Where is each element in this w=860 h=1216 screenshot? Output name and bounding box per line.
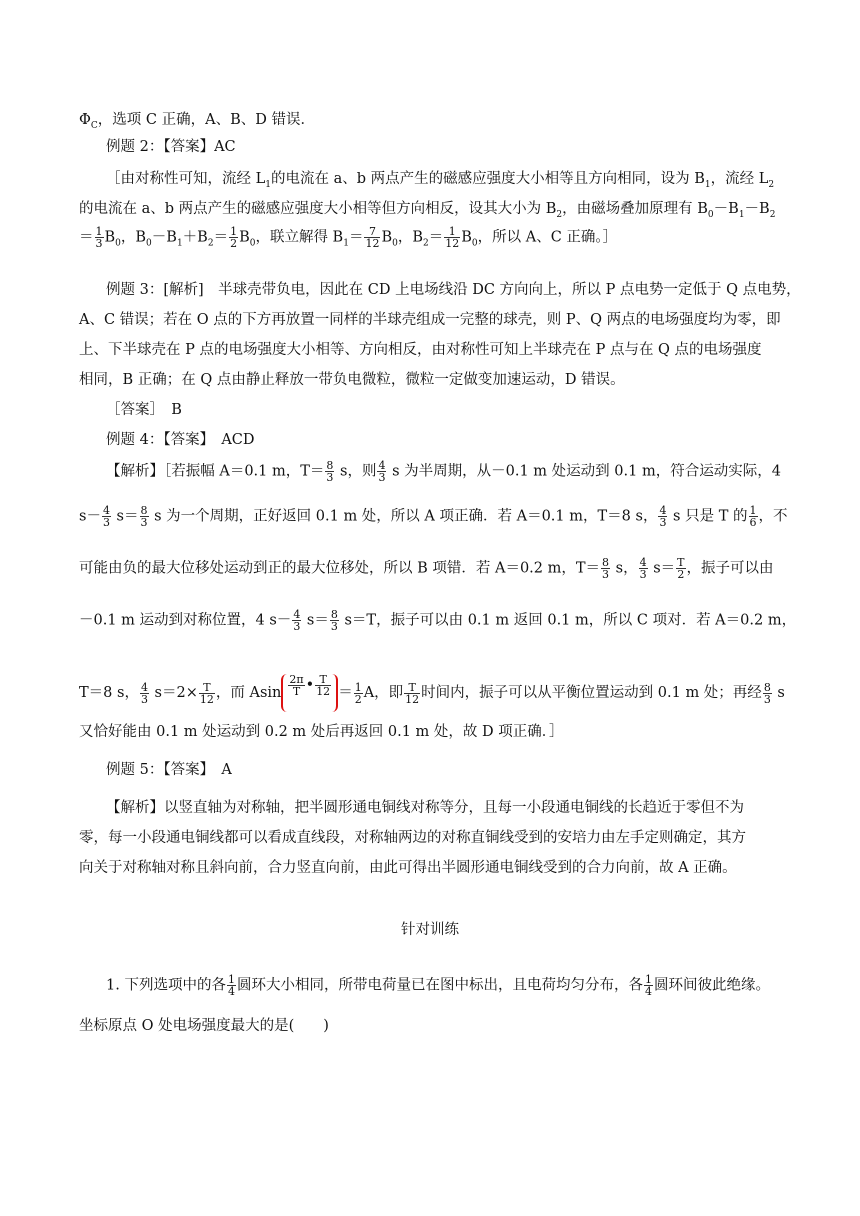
text-line: 上、下半球壳在 P 点的电场强度大小相等、方向相反，由对称性可知上半球壳在 P 点与在 Q 点的电场强度 (79, 342, 762, 358)
text-line: ＝ $\frac{1}{3}$ $B_0$，$B_0-B_1+B_2=$ $\frac{1}{2}$ $B_0$，联立解得 $B_1=$ $\frac{7}{12}$ $B_0$，$B_2=$ $\frac{1}{12}$ $B_0$，所以 A、C 正确。］ (79, 225, 618, 250)
example-2-answer: 例题 2：【答案】AC (106, 139, 236, 155)
example-3-answer: ［答案］ B (106, 402, 182, 418)
text-line: $\Phi_C$，选项 C 正确，A、B、D 错误． (79, 112, 315, 131)
example-4-answer: 例题 4：【答案】 ACD (106, 432, 255, 448)
text-line: 例题 3：[解析] 半球壳带负电，因此在 CD 上电场线沿 DC 方向向上，所以 P 点电势一定低于 Q 点电势， (106, 282, 801, 298)
text-line: 【解析】以竖直轴为对称轴，把半圆形通电铜线对称等分，且每一小段通电铜线的长趋近于零但不为 (106, 800, 744, 816)
question-1: 1. 下列选项中的各 $\frac{1}{4}$ 圆环大小相同，所带电荷量已在图中标出，且电荷均匀分布，各 $\frac{1}{4}$ 圆环间彼此绝缘。 (106, 973, 770, 998)
text-line: T＝8 s， $\frac{4}{3}$ s＝2× $\frac{T}{12}$ ，而 Asin $\frac{2\pi}{T}$ • $\frac{T}{12}$ ＝ $\frac{1}{2}$ A，即 $\frac{T}{12}$ 时间内，振子可以从平衡位置运动到 0.1 m 处；再经 $\frac{8}{3}$ s (79, 674, 785, 712)
text-line: 相同，B 正确；在 Q 点由静止释放一带负电微粒，微粒一定做变加速运动，D 错误。 (79, 372, 625, 388)
text-line: ［由对称性可知，流经 $L_1$的电流在 a、b 两点产生的磁感应强度大小相等且方向相同，设为 $B_1$，流经 $L_2$ (106, 171, 775, 190)
section-title: 针对训练 (401, 922, 459, 938)
text-line: 零，每一小段通电铜线都可以看成直线段，对称轴两边的对称直铜线受到的安培力由左手定则确定，其方 (79, 830, 746, 846)
text-line: s－ $\frac{4}{3}$ s＝ $\frac{8}{3}$ s 为一个周期，正好返回 0.1 m 处，所以 A 项正确．若 A＝0.1 m，T＝8 s， $\frac{4}{3}$ s 只是 T 的 $\frac{1}{6}$ ，不 (79, 504, 788, 529)
sine-argument-parentheses: $\frac{2\pi}{T}$ • $\frac{T}{12}$ (281, 674, 338, 712)
example-5-answer: 例题 5：【答案】 A (106, 762, 232, 778)
text-line: 又恰好能由 0.1 m 处运动到 0.2 m 处后再返回 0.1 m 处，故 D 项正确．］ (79, 724, 564, 740)
text-line: A、C 错误；若在 O 点的下方再放置一同样的半球壳组成一完整的球壳，则 P、Q 两点的电场强度均为零，即 (79, 312, 781, 328)
text-line: 的电流在 a、b 两点产生的磁感应强度大小相等但方向相反，设其大小为 $B_2$，由磁场叠加原理有 $B_0-B_1-B_2$ (79, 201, 776, 220)
text-line: 向关于对称轴对称且斜向前，合力竖直向前，由此可得出半圆形通电铜线受到的合力向前，故 A 正确。 (79, 860, 737, 876)
question-1-stem: 坐标原点 O 处电场强度最大的是( ) (79, 1018, 329, 1034)
text-line: 可能由负的最大位移处运动到正的最大位移处，所以 B 项错．若 A＝0.2 m，T＝ $\frac{8}{3}$ s， $\frac{4}{3}$ s＝ $\frac{T}{2}$ ，振子可以由 (79, 556, 774, 581)
text-line: 【解析】［若振幅 A＝0.1 m，T＝ $\frac{8}{3}$ s，则 $\frac{4}{3}$ s 为半周期，从－0.1 m 处运动到 0.1 m，符合运动实际，4 (106, 459, 781, 484)
text-line: －0.1 m 运动到对称位置，4 s－ $\frac{4}{3}$ s＝ $\frac{8}{3}$ s＝T，振子可以由 0.1 m 返回 0.1 m，所以 C 项对．若 A＝0.2 m， (79, 608, 797, 633)
